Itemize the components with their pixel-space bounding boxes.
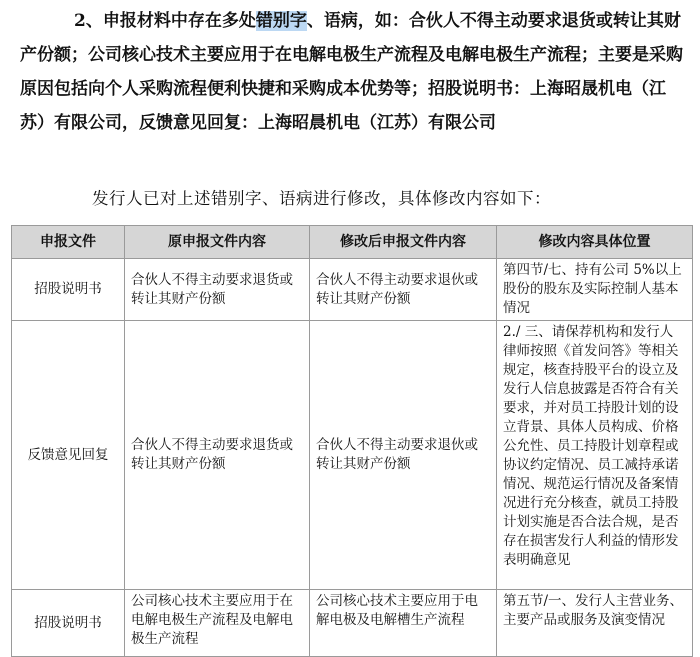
- cell-document: 招股说明书: [12, 259, 125, 321]
- cell-original: 合伙人不得主动要求退货或转让其财产份额: [125, 321, 310, 590]
- cell-original: 公司核心技术主要应用于在电解电极生产流程及电解电极生产流程: [125, 590, 310, 657]
- table-header-row: [12, 226, 693, 259]
- cell-document: 招股说明书: [12, 590, 125, 657]
- header-original: 原申报文件内容: [125, 226, 310, 259]
- header-revised: 修改后申报文件内容: [310, 226, 497, 259]
- cell-document: 反馈意见回复: [12, 321, 125, 590]
- cell-original: 合伙人不得主动要求退货或转让其财产份额: [125, 259, 310, 321]
- intro-prefix: 2、申报材料中存在多处: [74, 11, 256, 31]
- revision-table: [11, 225, 693, 657]
- cell-location: 第四节/七、持有公司 5%以上股份的股东及实际控制人基本情况: [497, 259, 693, 321]
- table-row: [12, 321, 693, 590]
- table-row: [12, 590, 693, 657]
- highlighted-text: 错别字: [255, 11, 307, 31]
- intro-rest: 、语病，如：合伙人不得主动要求退货或转让其财产份额；公司核心技术主要应用于在电解电极生产流程及电解电极生产流程；主要是采购原因包括向个人采购流程便利快捷和采购成本优势等；招股说明书：上海昭晟机电（江苏）有限公司，反馈意见回复：上海昭晨机电（江苏）有限公司: [20, 11, 683, 133]
- intro-paragraph: [20, 4, 688, 140]
- table-row: [12, 259, 693, 321]
- lead-text: 发行人已对上述错别字、语病进行修改，具体修改内容如下：: [92, 189, 551, 208]
- cell-revised: 合伙人不得主动要求退伙或转让其财产份额: [310, 259, 497, 321]
- cell-location: 第五节/一、发行人主营业务、主要产品或服务及演变情况: [497, 590, 693, 657]
- cell-revised: 公司核心技术主要应用于电解电极及电解槽生产流程: [310, 590, 497, 657]
- header-document: 申报文件: [12, 226, 125, 259]
- cell-revised: 合伙人不得主动要求退伙或转让其财产份额: [310, 321, 497, 590]
- cell-location: 2./ 三、请保荐机构和发行人律师按照《首发问答》等相关规定，核查持股平台的设立及发行人信息披露是否符合有关要求，并对员工持股计划的设立背景、具体人员构成、价格公允性、员工持股计划章程或协议约定情况、员工减持承诺情况、规范运行情况及备案情况进行充分核查，就员工持股计划实施是否合法合规，是否存在损害发行人利益的情形发表明确意见: [497, 321, 693, 590]
- header-location: 修改内容具体位置: [497, 226, 693, 259]
